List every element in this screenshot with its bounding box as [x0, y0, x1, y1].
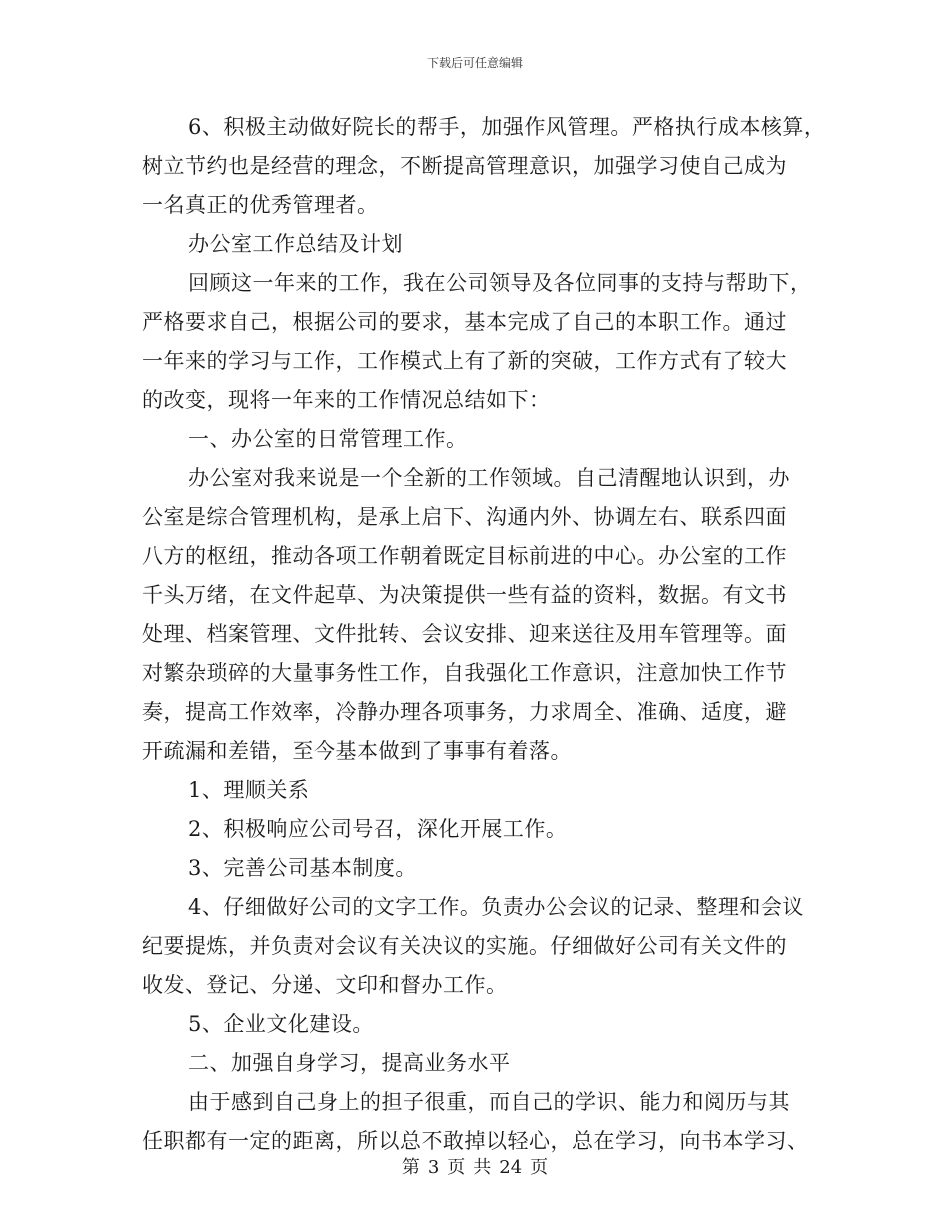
body-line: 严格要求自己，根据公司的要求，基本完成了自己的本职工作。通过 [142, 310, 787, 334]
footer-page-word: 页 [447, 1157, 466, 1178]
body-line: 一名真正的优秀管理者。 [142, 193, 379, 217]
body-line: 6、积极主动做好院长的帮手，加强作风管理。严格执行成本核算， [188, 115, 826, 139]
section-heading: 一、办公室的日常管理工作。 [188, 427, 468, 451]
list-item: 2、积极响应公司号召，深化开展工作。 [188, 817, 568, 841]
body-line: 处理、档案管理、文件批转、会议安排、迎来送往及用车管理等。面 [142, 622, 787, 646]
body-line: 开疏漏和差错，至今基本做到了事事有着落。 [142, 739, 572, 763]
body-line: 对繁杂琐碎的大量事务性工作，自我强化工作意识，注意加快工作节 [142, 661, 787, 685]
body-line: 公室是综合管理机构，是承上启下、沟通内外、协调左右、联系四面 [142, 505, 787, 529]
footer-suffix: 页 [530, 1157, 549, 1178]
body-line: 收发、登记、分递、文印和督办工作。 [142, 973, 508, 997]
body-line: 一年来的学习与工作，工作模式上有了新的突破，工作方式有了较大 [142, 349, 787, 373]
section-title: 办公室工作总结及计划 [188, 232, 403, 256]
footer-total-pages: 24 [499, 1157, 523, 1178]
body-line: 的改变，现将一年来的工作情况总结如下： [142, 388, 551, 412]
body-line: 千头万绪，在文件起草、为决策提供一些有益的资料，数据。有文书 [142, 583, 787, 607]
body-line: 办公室对我来说是一个全新的工作领域。自己清醒地认识到，办 [188, 466, 790, 490]
list-item: 5、企业文化建设。 [188, 1012, 374, 1036]
body-line: 纪要提炼，并负责对会议有关决议的实施。仔细做好公司有关文件的 [142, 934, 787, 958]
list-item: 3、完善公司基本制度。 [188, 856, 417, 880]
body-line: 回顾这一年来的工作，我在公司领导及各位同事的支持与帮助下， [188, 271, 812, 295]
header-note: 下载后可任意编辑 [426, 56, 523, 70]
footer-total-word: 共 [473, 1157, 492, 1178]
body-line: 任职都有一定的距离，所以总不敢掉以轻心，总在学习，向书本学习、 [142, 1129, 809, 1153]
document-body [142, 108, 826, 1161]
footer-current-page: 3 [427, 1157, 440, 1178]
body-line: 树立节约也是经营的理念，不断提高管理意识，加强学习使自己成为 [142, 154, 787, 178]
page-footer [0, 1153, 950, 1179]
list-item: 4、仔细做好公司的文字工作。负责办公会议的记录、整理和会议 [188, 895, 804, 919]
section-heading: 二、加强自身学习，提高业务水平 [188, 1051, 511, 1075]
footer-prefix: 第 [401, 1157, 420, 1178]
body-line: 由于感到自己身上的担子很重，而自己的学识、能力和阅历与其 [188, 1090, 790, 1114]
body-line: 奏，提高工作效率，冷静办理各项事务，力求周全、准确、适度，避 [142, 700, 787, 724]
list-item: 1、理顺关系 [188, 778, 310, 802]
body-line: 八方的枢纽，推动各项工作朝着既定目标前进的中心。办公室的工作 [142, 544, 787, 568]
